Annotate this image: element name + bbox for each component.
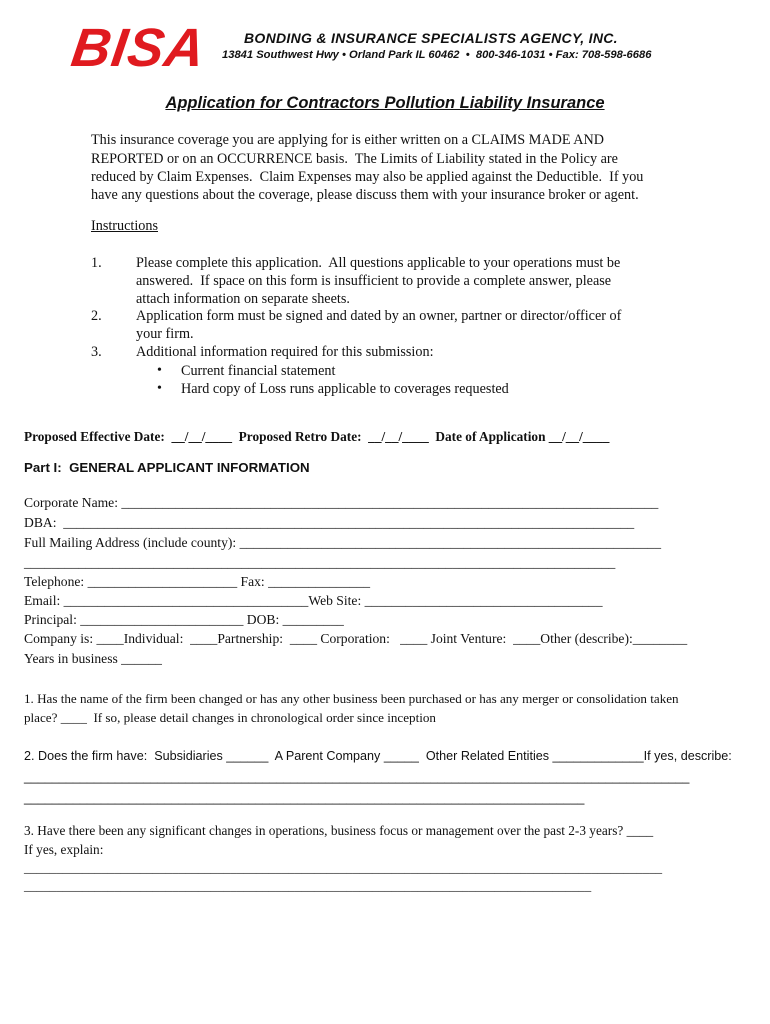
intro-line: REPORTED or on an OCCURRENCE basis. The Limits of Liability stated in the Policy are <box>91 151 618 167</box>
instruction-text: your firm. <box>136 326 194 342</box>
question-3-answer-line[interactable]: ________________________________________________________________________________________ <box>24 879 592 893</box>
bisa-logo: BISA <box>67 18 210 78</box>
instruction-number: 3. <box>91 344 102 360</box>
intro-line: reduced by Claim Expenses. Claim Expenses may also be applied against the Deductible. If you <box>91 169 644 185</box>
instruction-text: answered. If space on this form is insufficient to provide a complete answer, please <box>136 273 612 289</box>
mailing-address-field[interactable]: Full Mailing Address (include county): ______________________________________________________________ <box>24 535 661 550</box>
instructions-heading: Instructions <box>91 218 158 234</box>
bullet-icon: • <box>157 381 162 396</box>
question-2-answer-line[interactable]: ________________________________________________________________________________ <box>24 791 585 805</box>
instruction-text: Application form must be signed and dated by an owner, partner or director/officer of <box>136 308 622 324</box>
instruction-text: Additional information required for this submission: <box>136 344 434 360</box>
proposed-dates-fields[interactable]: Proposed Effective Date: __/__/____ Proposed Retro Date: __/__/____ Date of Application __/__/____ <box>24 429 610 444</box>
telephone-fax-field[interactable]: Telephone: ______________________ Fax: _______________ <box>24 574 371 589</box>
instruction-number: 1. <box>91 255 102 271</box>
company-type-field[interactable]: Company is: ____Individual: ____Partnership: ____ Corporation: ____ Joint Venture: ____Other (describe):________ <box>24 631 688 646</box>
dba-field[interactable]: DBA: ____________________________________________________________________________________ <box>24 515 635 530</box>
question-1-text: 1. Has the name of the firm been changed or has any other business been purchased or has any merger or consolidation taken <box>24 691 679 706</box>
agency-name: BONDING & INSURANCE SPECIALISTS AGENCY, INC. <box>244 30 618 46</box>
question-3-answer-line[interactable]: ___________________________________________________________________________________________________ <box>24 861 663 875</box>
mailing-address-line2-field[interactable]: _______________________________________________________________________________________ <box>24 555 616 570</box>
question-2-answer-line[interactable]: _______________________________________________________________________________________________ <box>24 770 690 784</box>
principal-dob-field[interactable]: Principal: ________________________ DOB: _________ <box>24 612 344 627</box>
document-title: Application for Contractors Pollution Liability Insurance <box>165 94 605 112</box>
intro-line: have any questions about the coverage, please discuss them with your insurance broker or agent. <box>91 187 639 203</box>
corporate-name-field[interactable]: Corporate Name: _______________________________________________________________________________ <box>24 495 659 510</box>
instruction-number: 2. <box>91 308 102 324</box>
required-item: Current financial statement <box>181 363 336 379</box>
intro-line: This insurance coverage you are applying for is either written on a CLAIMS MADE AND <box>91 132 604 148</box>
bullet-icon: • <box>157 363 162 378</box>
years-in-business-field[interactable]: Years in business ______ <box>24 651 162 666</box>
agency-contact-line: 13841 Southwest Hwy • Orland Park IL 60462 • 800-346-1031 • Fax: 708-598-6686 <box>222 49 652 61</box>
question-1-answer[interactable]: place? ____ If so, please detail changes in chronological order since inception <box>24 710 436 725</box>
question-3-explain-label: If yes, explain: <box>24 842 104 857</box>
email-website-field[interactable]: Email: ____________________________________Web Site: ___________________________________ <box>24 593 603 608</box>
instruction-text: Please complete this application. All questions applicable to your operations must be <box>136 255 621 271</box>
part1-heading: Part I: GENERAL APPLICANT INFORMATION <box>24 460 310 475</box>
required-item: Hard copy of Loss runs applicable to coverages requested <box>181 381 509 397</box>
question-3-text[interactable]: 3. Have there been any significant changes in operations, business focus or management over the past 2-3 years? ____ <box>24 823 654 838</box>
instruction-text: attach information on separate sheets. <box>136 291 350 307</box>
question-2-text[interactable]: 2. Does the firm have: Subsidiaries ______ A Parent Company _____ Other Related Entities _____________If yes, describe: <box>24 749 732 763</box>
